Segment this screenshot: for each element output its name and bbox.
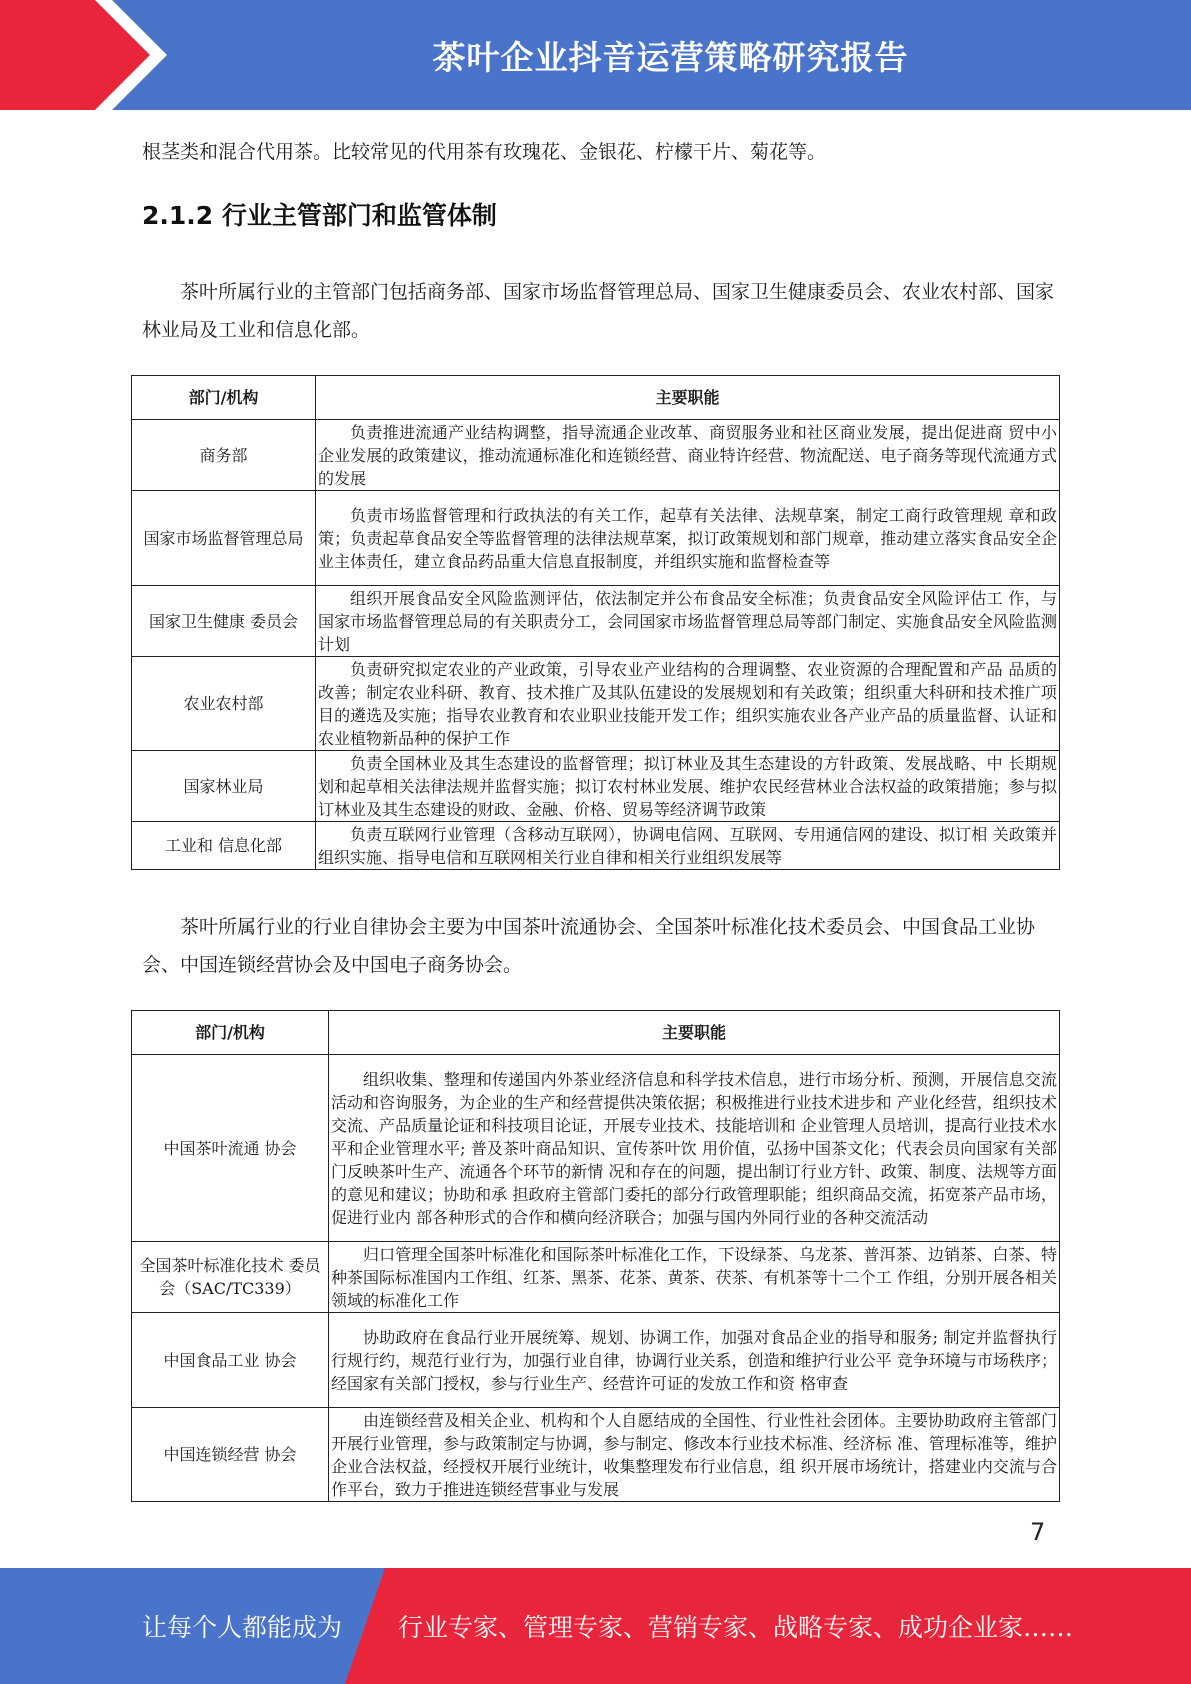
duty-cell: 负责全国林业及其生态建设的监督管理；拟订林业及其生态建设的方针政策、发展战略、中 长期规划和起草相关法律法规并监督实施；拟订农村林业发展、维护农民经营林业合法权益的政策措施；参与拟订林业及其生态建设的财政、金融、价格、贸易等经济调节政策 bbox=[316, 751, 1060, 822]
duty-cell: 组织开展食品安全风险监测评估，依法制定并公布食品安全标准；负责食品安全风险评估工 作，与国家市场监督管理总局的有关职责分工，会同国家市场监督管理总局等部门制定、实施食品安全风险监测计划 bbox=[316, 586, 1060, 657]
regulators-table bbox=[131, 375, 1060, 870]
duty-cell: 由连锁经营及相关企业、机构和个人自愿结成的全国性、行业性社会团体。主要协助政府主管部门开展行业管理，参与政策制定与协调，参与制定、修改本行业技术标准、经济标 准、管理标准等，维护企业合法权益，经授权开展行业统计，收集整理发布行业信息，组 织开展市场统计，搭建业内交流与合作平台，致力于推进连锁经营事业与发展 bbox=[329, 1408, 1060, 1502]
column-header-duty: 主要职能 bbox=[316, 376, 1060, 420]
table-row bbox=[132, 1408, 1060, 1502]
footer-slogan-right: 行业专家、管理专家、营销专家、战略专家、成功企业家…… bbox=[398, 1613, 1074, 1642]
table-row bbox=[132, 1055, 1060, 1242]
footer-slogan-left: 让每个人都能成为 bbox=[142, 1613, 343, 1642]
dept-cell: 全国茶叶标准化技术 委员会（SAC/TC339） bbox=[132, 1242, 329, 1313]
paragraph-associations: 茶叶所属行业的行业自律协会主要为中国茶叶流通协会、全国茶叶标准化技术委员会、中国食品工业协会、中国连锁经营协会及中国电子商务协会。 bbox=[142, 916, 1036, 976]
table-row bbox=[132, 751, 1060, 822]
paragraph-regulators: 茶叶所属行业的主管部门包括商务部、国家市场监督管理总局、国家卫生健康委员会、农业农村部、国家林业局及工业和信息化部。 bbox=[142, 281, 1055, 341]
associations-table bbox=[131, 1010, 1060, 1502]
dept-cell: 中国食品工业 协会 bbox=[132, 1313, 329, 1408]
dept-cell: 商务部 bbox=[132, 420, 316, 491]
dept-cell: 农业农村部 bbox=[132, 657, 316, 751]
table-row bbox=[132, 822, 1060, 870]
dept-cell: 国家卫生健康 委员会 bbox=[132, 586, 316, 657]
duty-cell: 归口管理全国茶叶标准化和国际茶叶标准化工作，下设绿茶、乌龙茶、普洱茶、边销茶、白茶、特种茶国际标准国内工作组、红茶、黑茶、花茶、黄茶、茯茶、有机茶等十二个工 作组，分别开展各相关领域的标准化工作 bbox=[329, 1242, 1060, 1313]
page-footer bbox=[0, 1568, 1191, 1684]
duty-cell: 负责推进流通产业结构调整，指导流通企业改革、商贸服务业和社区商业发展，提出促进商 贸中小企业发展的政策建议，推动流通标准化和连锁经营、商业特许经营、物流配送、电子商务等现代流通方式的发展 bbox=[316, 420, 1060, 491]
duty-cell: 组织收集、整理和传递国内外茶业经济信息和科学技术信息，进行市场分析、预测，开展信息交流活动和咨询服务，为企业的生产和经营提供决策依据；积极推进行业技术进步和 产业化经营，组织技术交流、产品质量论证和科技项目论证，开展专业技术、技能培训和 企业管理人员培训，提高行业技术水平和企业管理水平; 普及茶叶商品知识、宣传茶叶饮 用价值，弘扬中国茶文化；代表会员向国家有关部门反映茶叶生产、流通各个环节的新情 况和存在的问题，提出制订行业方针、政策、制度、法规等方面的意见和建议；协助和承 担政府主管部门委托的部分行政管理职能；组织商品交流，拓宽茶产品市场，促进行业内 部各种形式的合作和横向经济联合；加强与国内外同行业的各种交流活动 bbox=[329, 1055, 1060, 1242]
intro-paragraph: 根茎类和混合代用茶。比较常见的代用茶有玫瑰花、金银花、柠檬干片、菊花等。 bbox=[142, 141, 827, 163]
duty-cell: 负责研究拟定农业的产业政策，引导农业产业结构的合理调整、农业资源的合理配置和产品 品质的改善；制定农业科研、教育、技术推广及其队伍建设的发展规划和有关政策；组织重大科研和技术推广项目的遴选及实施；指导农业教育和农业职业技能开发工作；组织实施农业各产业产品的质量监督、认证和农业植物新品种的保护工作 bbox=[316, 657, 1060, 751]
table-header-row bbox=[132, 1011, 1060, 1055]
table-header-row bbox=[132, 376, 1060, 420]
duty-cell: 协助政府在食品行业开展统筹、规划、协调工作，加强对食品企业的指导和服务; 制定并监督执行行规行约，规范行业行为，加强行业自律，协调行业关系，创造和维护行业公平 竞争环境与市场秩序；经国家有关部门授权，参与行业生产、经营许可证的发放工作和资 格审查 bbox=[329, 1313, 1060, 1408]
duty-cell: 负责互联网行业管理（含移动互联网），协调电信网、互联网、专用通信网的建设、拟订相 关政策并组织实施、指导电信和互联网相关行业自律和相关行业组织发展等 bbox=[316, 822, 1060, 870]
table-row bbox=[132, 1242, 1060, 1313]
duty-cell: 负责市场监督管理和行政执法的有关工作，起草有关法律、法规草案，制定工商行政管理规 章和政策；负责起草食品安全等监督管理的法律法规草案，拟订政策规划和部门规章，推动建立落实食品安全企业主体责任，建立食品药品重大信息直报制度，并组织实施和监督检查等 bbox=[316, 491, 1060, 586]
dept-cell: 国家市场监督管理总局 bbox=[132, 491, 316, 586]
table-row bbox=[132, 1313, 1060, 1408]
page-number: 7 bbox=[1030, 1518, 1046, 1546]
page-header bbox=[0, 0, 1191, 110]
table-row bbox=[132, 491, 1060, 586]
dept-cell: 工业和 信息化部 bbox=[132, 822, 316, 870]
dept-cell: 中国连锁经营 协会 bbox=[132, 1408, 329, 1502]
column-header-dept: 部门/机构 bbox=[132, 1011, 329, 1055]
column-header-dept: 部门/机构 bbox=[132, 376, 316, 420]
table-row bbox=[132, 586, 1060, 657]
table-row bbox=[132, 657, 1060, 751]
column-header-duty: 主要职能 bbox=[329, 1011, 1060, 1055]
table-row bbox=[132, 420, 1060, 491]
section-title: 2.1.2 行业主管部门和监管体制 bbox=[142, 201, 497, 230]
report-title: 茶叶企业抖音运营策略研究报告 bbox=[432, 37, 909, 77]
dept-cell: 中国茶叶流通 协会 bbox=[132, 1055, 329, 1242]
dept-cell: 国家林业局 bbox=[132, 751, 316, 822]
